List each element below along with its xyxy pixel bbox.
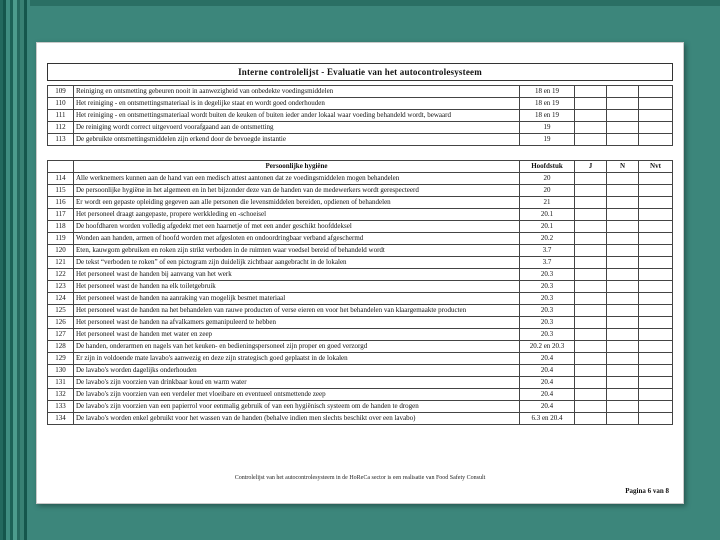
row-number: 114: [48, 173, 74, 185]
row-text: Het personeel wast de handen met water en zeep: [74, 329, 520, 341]
check-cell-nvt: [639, 134, 673, 146]
checklist-row: [48, 389, 673, 401]
checklist-row: [48, 269, 673, 281]
checklist-row: [48, 134, 673, 146]
row-number: 125: [48, 305, 74, 317]
row-number: 116: [48, 197, 74, 209]
check-cell-nvt: [639, 305, 673, 317]
row-number: 126: [48, 317, 74, 329]
check-cell-n: [607, 86, 639, 98]
row-ref: 18 en 19: [520, 110, 575, 122]
header-section-title: Persoonlijke hygiëne: [74, 161, 520, 173]
row-number: 111: [48, 110, 74, 122]
check-cell-nvt: [639, 413, 673, 425]
row-ref: 20.3: [520, 269, 575, 281]
check-cell-j: [575, 86, 607, 98]
row-ref: 20.3: [520, 305, 575, 317]
checklist-row: [48, 401, 673, 413]
check-cell-nvt: [639, 110, 673, 122]
row-text: De lavabo's zijn voorzien van een verdeler met vloeibare en eventueel ontsmettende zeep: [74, 389, 520, 401]
checklist-row: [48, 233, 673, 245]
check-cell-nvt: [639, 269, 673, 281]
section1-rows: [48, 86, 673, 146]
check-cell-n: [607, 269, 639, 281]
row-text: De tekst “verboden te roken” of een pictogram zijn duidelijk zichtbaar aangebracht in de lokalen: [74, 257, 520, 269]
row-ref: 18 en 19: [520, 86, 575, 98]
row-text: De hoofdharen worden volledig afgedekt met een haarnetje of met een ander geschikt hoofddeksel: [74, 221, 520, 233]
check-cell-nvt: [639, 173, 673, 185]
check-cell-j: [575, 377, 607, 389]
checklist-row: [48, 317, 673, 329]
check-cell-nvt: [639, 293, 673, 305]
check-cell-j: [575, 317, 607, 329]
check-cell-j: [575, 257, 607, 269]
row-ref: 20.3: [520, 281, 575, 293]
check-cell-nvt: [639, 389, 673, 401]
header-j: J: [575, 161, 607, 173]
check-cell-nvt: [639, 365, 673, 377]
check-cell-n: [607, 389, 639, 401]
check-cell-n: [607, 197, 639, 209]
row-ref: 3.7: [520, 257, 575, 269]
slide-top-edge-decoration: [0, 0, 720, 6]
row-ref: 19: [520, 122, 575, 134]
row-number: 117: [48, 209, 74, 221]
row-ref: 3.7: [520, 245, 575, 257]
check-cell-nvt: [639, 233, 673, 245]
checklist-row: [48, 209, 673, 221]
check-cell-j: [575, 221, 607, 233]
check-cell-n: [607, 233, 639, 245]
check-cell-nvt: [639, 281, 673, 293]
check-cell-j: [575, 329, 607, 341]
checklist-row: [48, 329, 673, 341]
row-text: De handen, onderarmen en nagels van het keuken- en bedieningspersoneel zijn proper en goed verzorgd: [74, 341, 520, 353]
row-ref: 20.4: [520, 389, 575, 401]
check-cell-nvt: [639, 341, 673, 353]
check-cell-nvt: [639, 197, 673, 209]
check-cell-n: [607, 377, 639, 389]
row-text: Er wordt een gepaste opleiding gegeven aan alle personen die levensmiddelen bereiden, opdienen of behandelen: [74, 197, 520, 209]
row-number: 118: [48, 221, 74, 233]
section2-rows: [48, 173, 673, 425]
check-cell-j: [575, 413, 607, 425]
check-cell-n: [607, 245, 639, 257]
row-number: 110: [48, 98, 74, 110]
row-text: Het personeel wast de handen na aanraking van mogelijk besmet materiaal: [74, 293, 520, 305]
row-ref: 20.4: [520, 401, 575, 413]
checklist-row: [48, 353, 673, 365]
row-number: 124: [48, 293, 74, 305]
row-ref: 20.2 en 20.3: [520, 341, 575, 353]
row-text: De gebruikte ontsmettingsmiddelen zijn erkend door de bevoegde instantie: [74, 134, 520, 146]
row-text: Het personeel draagt aangepaste, propere werkkleding en -schoeisel: [74, 209, 520, 221]
row-number: 109: [48, 86, 74, 98]
check-cell-j: [575, 305, 607, 317]
check-cell-j: [575, 197, 607, 209]
section2-header-row: [48, 161, 673, 173]
checklist-row: [48, 221, 673, 233]
row-text: De lavabo's worden enkel gebruikt voor het wassen van de handen (behalve indien men slechts beschikt over een lavabo): [74, 413, 520, 425]
document-title-box: [47, 63, 673, 81]
row-number: 130: [48, 365, 74, 377]
row-number: 131: [48, 377, 74, 389]
page-number: Pagina 6 van 8: [625, 487, 669, 495]
check-cell-j: [575, 293, 607, 305]
left-stripe-decoration: [0, 0, 30, 540]
check-cell-n: [607, 281, 639, 293]
check-cell-j: [575, 122, 607, 134]
check-cell-nvt: [639, 317, 673, 329]
row-number: 128: [48, 341, 74, 353]
checklist-row: [48, 257, 673, 269]
check-cell-j: [575, 281, 607, 293]
check-cell-n: [607, 317, 639, 329]
checklist-row: [48, 341, 673, 353]
row-number: 132: [48, 389, 74, 401]
row-number: 121: [48, 257, 74, 269]
check-cell-nvt: [639, 185, 673, 197]
row-text: Het personeel wast de handen na het behandelen van rauwe producten of verse eieren en voor het behandelen van klaargemaakte producten: [74, 305, 520, 317]
row-ref: 21: [520, 197, 575, 209]
row-ref: 20: [520, 173, 575, 185]
row-ref: 20.3: [520, 293, 575, 305]
check-cell-n: [607, 185, 639, 197]
check-cell-nvt: [639, 377, 673, 389]
check-cell-j: [575, 134, 607, 146]
check-cell-n: [607, 257, 639, 269]
check-cell-n: [607, 209, 639, 221]
row-ref: 20.1: [520, 209, 575, 221]
header-nvt: Nvt: [639, 161, 673, 173]
row-number: 123: [48, 281, 74, 293]
row-text: Het personeel wast de handen na elk toiletgebruik: [74, 281, 520, 293]
header-n: N: [607, 161, 639, 173]
checklist-row: [48, 173, 673, 185]
row-text: De persoonlijke hygiëne in het algemeen en in het bijzonder deze van de handen van de medewerkers wordt gerespecteerd: [74, 185, 520, 197]
row-text: Wonden aan handen, armen of hoofd worden met afgesloten en ondoordringbaar verband afgeschermd: [74, 233, 520, 245]
check-cell-j: [575, 185, 607, 197]
check-cell-n: [607, 329, 639, 341]
checklist-row: [48, 122, 673, 134]
check-cell-nvt: [639, 329, 673, 341]
check-cell-n: [607, 305, 639, 317]
checklist-row: [48, 86, 673, 98]
row-ref: 20.2: [520, 233, 575, 245]
check-cell-n: [607, 413, 639, 425]
row-text: De lavabo's zijn voorzien van een papierrol voor eenmalig gebruik of van een hygiënisch systeem om de handen te drogen: [74, 401, 520, 413]
check-cell-nvt: [639, 245, 673, 257]
check-cell-nvt: [639, 209, 673, 221]
row-ref: 18 en 19: [520, 98, 575, 110]
row-number: 127: [48, 329, 74, 341]
check-cell-n: [607, 110, 639, 122]
row-number: 129: [48, 353, 74, 365]
row-number: 119: [48, 233, 74, 245]
check-cell-n: [607, 98, 639, 110]
row-ref: 6.3 en 20.4: [520, 413, 575, 425]
row-number: 115: [48, 185, 74, 197]
check-cell-j: [575, 98, 607, 110]
check-cell-nvt: [639, 98, 673, 110]
row-number: 133: [48, 401, 74, 413]
check-cell-nvt: [639, 221, 673, 233]
check-cell-j: [575, 269, 607, 281]
row-text: Alle werknemers kunnen aan de hand van een medisch attest aantonen dat ze voedingsmiddelen mogen behandelen: [74, 173, 520, 185]
check-cell-j: [575, 401, 607, 413]
check-cell-n: [607, 221, 639, 233]
checklist-row: [48, 245, 673, 257]
document-footer-note: Controlelijst van het autocontrolesysteem in de HoReCa sector is een realisatie van Food Safety Consult: [234, 475, 486, 481]
check-cell-nvt: [639, 353, 673, 365]
row-ref: 19: [520, 134, 575, 146]
row-ref: 20.4: [520, 377, 575, 389]
row-text: De lavabo's worden dagelijks onderhouden: [74, 365, 520, 377]
check-cell-nvt: [639, 122, 673, 134]
row-text: Eten, kauwgom gebruiken en roken zijn strikt verboden in de ruimten waar voedsel bereid of behandeld wordt: [74, 245, 520, 257]
check-cell-j: [575, 209, 607, 221]
check-cell-nvt: [639, 257, 673, 269]
check-cell-j: [575, 353, 607, 365]
check-cell-n: [607, 293, 639, 305]
row-ref: 20.3: [520, 329, 575, 341]
check-cell-nvt: [639, 86, 673, 98]
header-number-cell: [48, 161, 74, 173]
row-text: Het personeel wast de handen na afvalkamers gemanipuleerd te hebben: [74, 317, 520, 329]
row-ref: 20.1: [520, 221, 575, 233]
checklist-row: [48, 413, 673, 425]
checklist-row: [48, 98, 673, 110]
document-page: [36, 42, 684, 504]
checklist-row: [48, 293, 673, 305]
check-cell-j: [575, 365, 607, 377]
row-ref: 20: [520, 185, 575, 197]
check-cell-j: [575, 245, 607, 257]
row-number: 134: [48, 413, 74, 425]
checklist-row: [48, 377, 673, 389]
check-cell-j: [575, 341, 607, 353]
checklist-row: [48, 365, 673, 377]
row-text: Het reiniging - en ontsmettingsmateriaal is in degelijke staat en wordt goed onderhouden: [74, 98, 520, 110]
row-text: Er zijn in voldoende mate lavabo's aanwezig en deze zijn strategisch goed geplaatst in de lokalen: [74, 353, 520, 365]
checklist-row: [48, 281, 673, 293]
row-text: Reiniging en ontsmetting gebeuren nooit in aanwezigheid van onbedekte voedingsmiddelen: [74, 86, 520, 98]
row-ref: 20.4: [520, 353, 575, 365]
checklist-table-section-1: [47, 85, 673, 146]
row-ref: 20.4: [520, 365, 575, 377]
row-text: De reiniging wordt correct uitgevoerd voorafgaand aan de ontsmetting: [74, 122, 520, 134]
check-cell-n: [607, 365, 639, 377]
row-ref: 20.3: [520, 317, 575, 329]
check-cell-n: [607, 341, 639, 353]
header-hoofdstuk: Hoofdstuk: [520, 161, 575, 173]
row-number: 120: [48, 245, 74, 257]
check-cell-j: [575, 389, 607, 401]
check-cell-n: [607, 134, 639, 146]
checklist-row: [48, 305, 673, 317]
row-text: Het personeel wast de handen bij aanvang van het werk: [74, 269, 520, 281]
row-text: De lavabo's zijn voorzien van drinkbaar koud en warm water: [74, 377, 520, 389]
check-cell-j: [575, 233, 607, 245]
document-title: Interne controlelijst - Evaluatie van het autocontrolesysteem: [48, 64, 673, 81]
check-cell-n: [607, 353, 639, 365]
row-text: Het reiniging - en ontsmettingsmateriaal wordt buiten de keuken of buiten ieder ander lokaal waar voeding behandeld wordt, bewaard: [74, 110, 520, 122]
check-cell-nvt: [639, 401, 673, 413]
checklist-table-section-2: [47, 160, 673, 425]
check-cell-n: [607, 122, 639, 134]
check-cell-n: [607, 173, 639, 185]
checklist-row: [48, 110, 673, 122]
row-number: 113: [48, 134, 74, 146]
check-cell-n: [607, 401, 639, 413]
check-cell-j: [575, 110, 607, 122]
row-number: 122: [48, 269, 74, 281]
checklist-row: [48, 185, 673, 197]
checklist-row: [48, 197, 673, 209]
row-number: 112: [48, 122, 74, 134]
check-cell-j: [575, 173, 607, 185]
